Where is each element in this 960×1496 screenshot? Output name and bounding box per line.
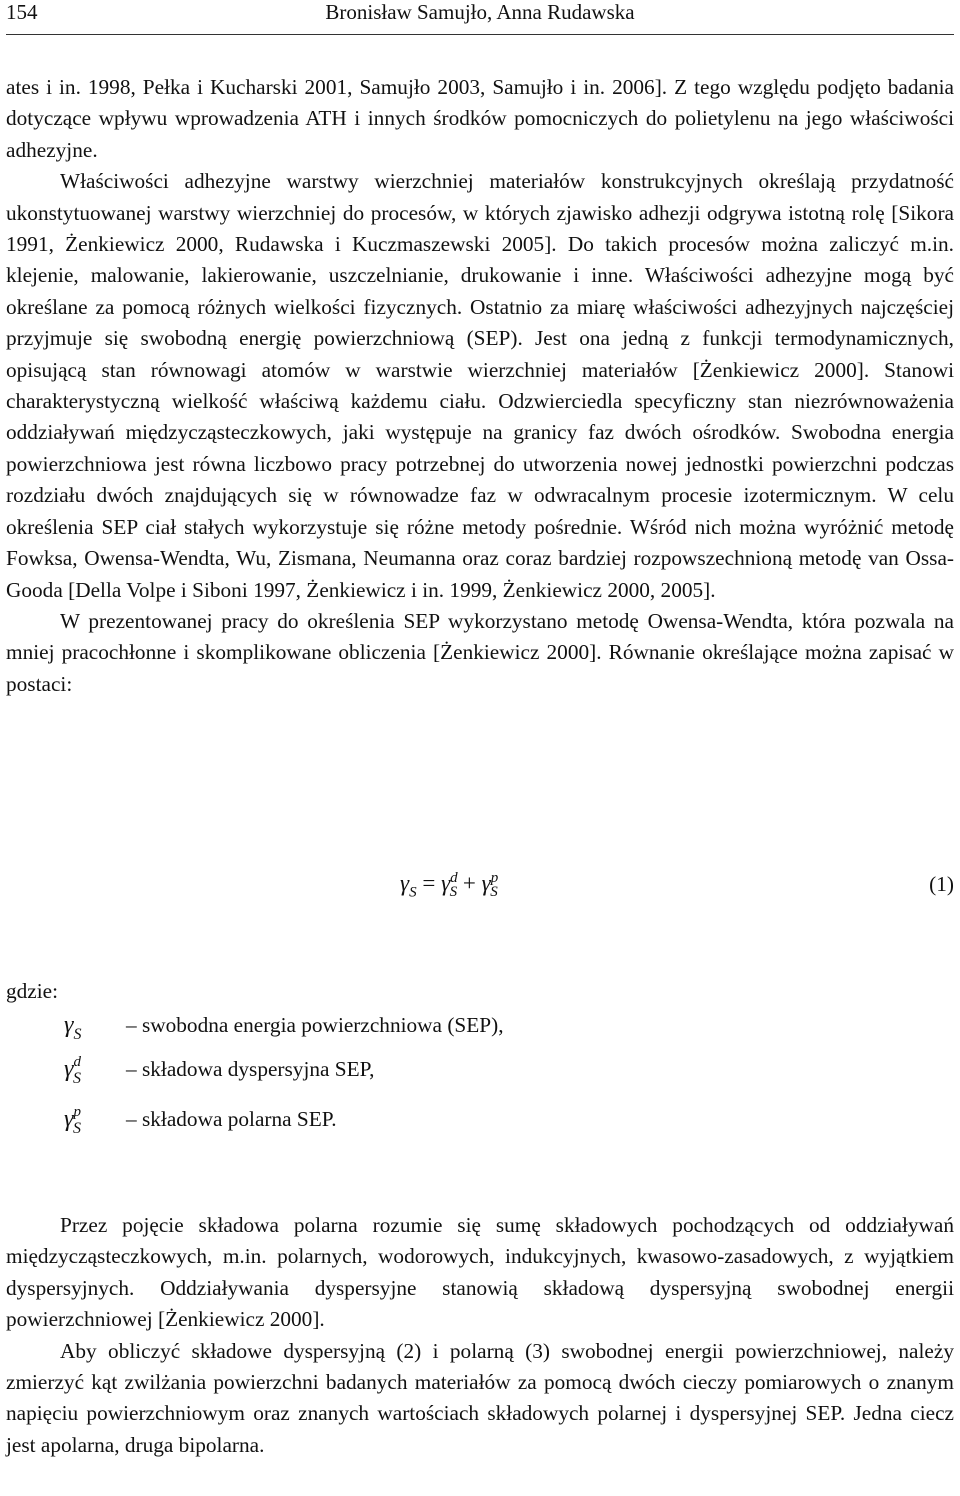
paragraph-continuation: ates i in. 1998, Pełka i Kucharski 2001, Samujło 2003, Samujło i in. 2006]. Z tego względu podjęto badania dotyczące wpływu wprowadzenia ATH i innych środków pomocniczych do polietylenu na jego właściwości adhezyjne. xyxy=(6,75,954,162)
equation-formula: $\gamma_S = \gamma^d_S + \gamma^p_S$ xyxy=(400,870,499,901)
running-title: Bronisław Samujło, Anna Rudawska xyxy=(325,0,635,24)
symbol-gamma-s-d: $\gamma^d_S$ xyxy=(64,1054,81,1087)
text-block-polar xyxy=(6,1210,954,1461)
header-rule xyxy=(6,34,954,35)
paragraph-calculation: Aby obliczyć składowe dyspersyjną (2) i polarną (3) swobodnej energii powierzchniowej, należy zmierzyć kąt zwilżania powierzchni badanych materiałów za pomocą dwóch cieczy pomiarowych o znanym napięciu powierzchniowym oraz znanych wartościach składowych polarnej i dyspersyjnej SEP. Jedna ciecz jest apolarna, druga bipolarna. xyxy=(6,1338,954,1457)
paragraph-polar-component: Przez pojęcie składowa polarna rozumie się sumę składowych pochodzących od oddziaływań międzycząsteczkowych, m.in. polarnych, wodorowych, indukcyjnych, kwasowo-zasadowych, z wyjątkiem dyspersyjnych. Oddziaływania dyspersyjne stanowią składową dyspersyjną swobodnej energii powierzchniowej [Żenkiewicz 2000]. xyxy=(6,1213,954,1332)
symbol-definition: $\gamma^d_S$ – składowa dyspersyjna SEP, xyxy=(64,1054,375,1087)
text-block-intro xyxy=(6,72,954,700)
symbol-definition: $\gamma_S$ – swobodna energia powierzchniowa (SEP), xyxy=(64,1012,504,1043)
where-label: gdzie: xyxy=(6,979,59,1003)
symbol-gamma-s: $\gamma_S$ xyxy=(64,1012,82,1043)
equation-1 xyxy=(6,866,954,910)
equation-number: (1) xyxy=(929,872,954,896)
paragraph-method: W prezentowanej pracy do określenia SEP wykorzystano metodę Owensa-Wendta, która pozwala na mniej pracochłonne i skomplikowane obliczenia [Żenkiewicz 2000]. Równanie określające można zapisać w postaci: xyxy=(6,608,954,696)
symbol-gamma-s-p: $\gamma^p_S$ xyxy=(64,1104,81,1137)
paragraph-adhesion: Właściwości adhezyjne warstwy wierzchniej materiałów konstrukcyjnych określają przydatność ukonstytuowanej warstwy wierzchniej do procesów, w których zjawisko adhezji odgrywa istotną rolę [Sikora 1991, Żenkiewicz 2000, Rudawska i Kuczmaszewski 2005]. Do takich procesów można zaliczyć m.in. klejenie, malowanie, lakierowanie, uszczelnianie, drukowanie i inne. Właściwości adhezyjne mogą być określane za pomocą różnych wielkości fizycznych. Ostatnio za miarę właściwości adhezyjnych najczęściej przyjmuje się swobodną energię powierzchniową (SEP). Jest ona jedną z funkcji termodynamicznych, opisującą stan równowagi atomów w warstwie wierzchniej materiałów [Żenkiewicz 2000]. Stanowi charakterystyczną wielkość właściwą każdemu ciału. Odzwierciedla specyficzny stan niezrównoważenia oddziaływań międzycząsteczkowych, jaki występuje na granicy faz dwóch ośrodków. Swobodna energia powierzchniowa jest równa liczbowo pracy potrzebnej do utworzenia nowej jednostki powierzchni podczas rozdziału dwóch znajdujących się w równowadze faz w odwracalnym procesie izotermicznym. W celu określenia SEP ciał stałych wykorzystuje się różne metody pośrednie. Wśród nich można wyróżnić metodę Fowksa, Owensa-Wendta, Wu, Zismana, Neumanna oraz coraz bardziej rozpowszechnioną metodę van Ossa-Gooda [Della Volpe i Siboni 1997, Żenkiewicz i in. 1999, Żenkiewicz 2000, 2005]. xyxy=(6,169,954,602)
symbol-definition: $\gamma^p_S$ – składowa polarna SEP. xyxy=(64,1104,337,1137)
page-header xyxy=(6,0,954,24)
document-page xyxy=(6,0,954,1496)
page-number: 154 xyxy=(6,0,38,24)
